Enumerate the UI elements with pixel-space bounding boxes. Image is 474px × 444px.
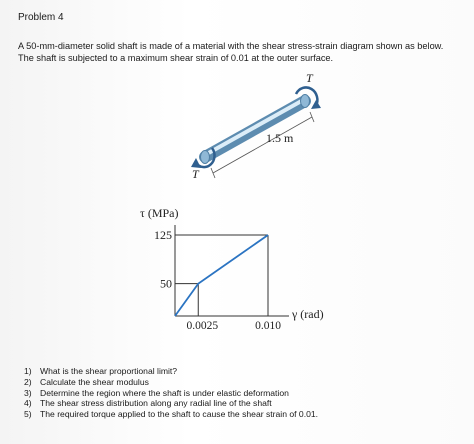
question-text: Determine the region where the shaft is under elastic deformation xyxy=(40,387,289,398)
statement-line: The shaft is subjected to a maximum shear strain of 0.01 at the outer surface. xyxy=(18,53,334,63)
question-number: 2) xyxy=(24,376,32,387)
y-tick-label: 125 xyxy=(154,228,172,242)
shaft-highlight xyxy=(205,99,305,155)
x-tick-label: 0.010 xyxy=(255,320,281,332)
question-text: Calculate the shear modulus xyxy=(40,376,149,387)
torque-label-bottom: T xyxy=(192,167,199,181)
shaft-diagram xyxy=(191,71,321,181)
question-number: 3) xyxy=(24,387,32,398)
list-item xyxy=(24,409,454,420)
shaft-end-face-right xyxy=(301,95,310,108)
stress-strain-chart xyxy=(140,206,324,332)
question-number: 5) xyxy=(24,409,32,420)
list-item xyxy=(24,366,454,377)
list-item xyxy=(24,398,454,409)
question-number: 4) xyxy=(24,398,32,409)
list-item xyxy=(24,377,454,388)
statement-line: A 50-mm-diameter solid shaft is made of a material with the shear stress-strain diagram shown as below. xyxy=(18,41,444,51)
stress-strain-curve xyxy=(175,235,268,316)
list-item xyxy=(24,388,454,399)
length-label: 1.5 m xyxy=(266,131,294,145)
torque-label-top: T xyxy=(306,71,313,85)
question-text: The shear stress distribution along any radial line of the shaft xyxy=(40,398,272,409)
x-tick-label: 0.0025 xyxy=(186,320,219,332)
shaft-end-face-left xyxy=(201,151,210,164)
x-axis-label: γ (rad) xyxy=(292,307,324,321)
y-tick-label: 50 xyxy=(160,276,172,291)
problem-heading: Problem 4 xyxy=(18,12,64,23)
question-text: What is the shear proportional limit? xyxy=(40,366,178,376)
question-number: 1) xyxy=(24,366,32,376)
question-list xyxy=(24,366,454,420)
y-axis-label: τ (MPa) xyxy=(140,206,179,220)
question-text: The required torque applied to the shaft to cause the shear strain of 0.01. xyxy=(40,409,319,420)
